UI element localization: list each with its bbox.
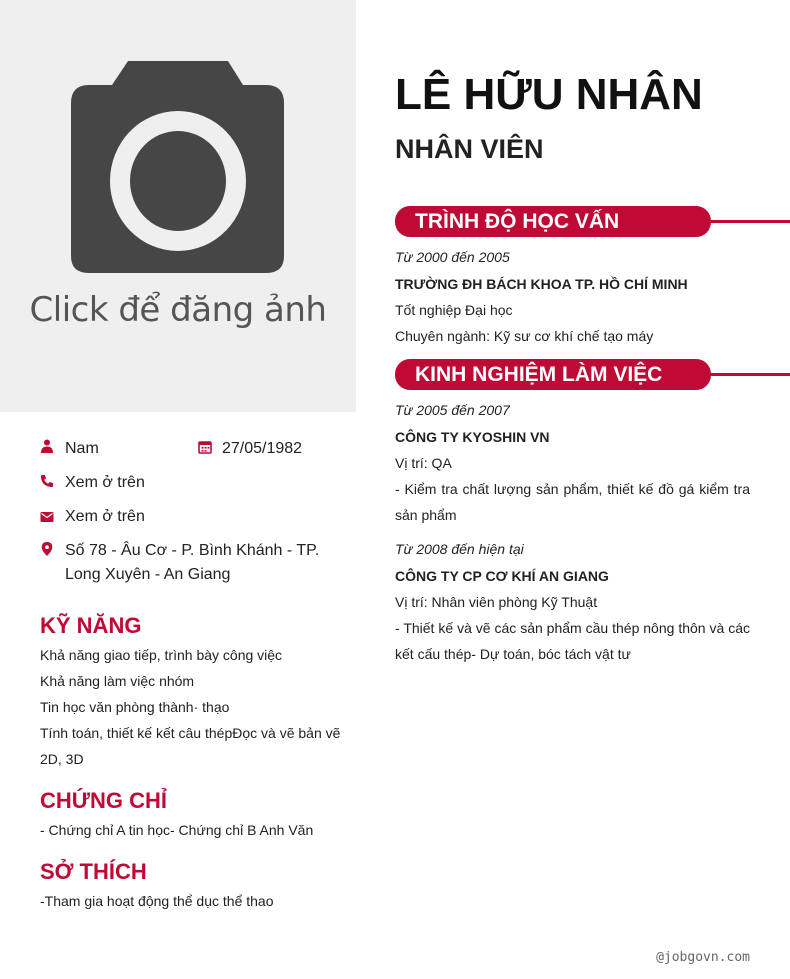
photo-upload-area[interactable] <box>0 0 356 412</box>
certificates-title: CHỨNG CHỈ <box>40 788 168 813</box>
calendar-icon <box>198 440 212 454</box>
skill-item: Tính toán, thiết kế kết câu thépĐọc và vẽ bản vẽ 2D, 3D <box>40 725 341 767</box>
experience-description: - Kiểm tra chất lượng sản phẩm, thiết kế đồ gá kiểm tra sản phẩm <box>395 481 750 523</box>
education-line: Tốt nghiệp Đại học <box>395 302 513 318</box>
experience-description: - Thiết kế và vẽ các sản phẩm cầu thép nông thôn và các kết cấu thép- Dự toán, bóc tách vật tư <box>395 620 750 662</box>
experience-date: Từ 2008 đến hiện tại <box>395 541 524 557</box>
hobbies-list <box>40 888 360 914</box>
experience-title: KINH NGHIỆM LÀM VIỆC <box>395 359 711 390</box>
watermark: @jobgovn.com <box>656 950 750 965</box>
experience-entry <box>395 541 750 667</box>
certificates-list <box>40 817 360 843</box>
email-value: Xem ở trên <box>65 508 145 525</box>
education-date: Từ 2000 đến 2005 <box>395 249 510 265</box>
skills-title: KỸ NĂNG <box>40 613 142 638</box>
skill-item: Tin học văn phòng thành· thạo <box>40 699 230 715</box>
birthday-value: 27/05/1982 <box>222 440 303 457</box>
photo-caption: Click để đăng ảnh <box>29 290 327 330</box>
experience-company: CÔNG TY CP CƠ KHÍ AN GIANG <box>395 568 609 584</box>
education-school: TRƯỜNG ĐH BÁCH KHOA TP. HỒ CHÍ MINH <box>395 276 688 292</box>
candidate-position: NHÂN VIÊN <box>395 134 544 164</box>
skill-item: Khả năng giao tiếp, trình bày công việc <box>40 647 283 663</box>
candidate-name: LÊ HỮU NHÂN <box>395 70 703 119</box>
phone-icon <box>40 474 54 488</box>
education-header <box>395 206 790 237</box>
address-value: Số 78 - Âu Cơ - P. Bình Khánh - TP. Long Xuyên - An Giang <box>65 542 320 583</box>
experience-role: Vị trí: Nhân viên phòng Kỹ Thuật <box>395 594 598 610</box>
camera-icon <box>71 61 285 275</box>
hobbies-title: SỞ THÍCH <box>40 859 147 884</box>
gender-value: Nam <box>65 440 99 457</box>
experience-date: Từ 2005 đến 2007 <box>395 402 510 418</box>
email-icon <box>40 510 54 524</box>
hobby-item: -Tham gia hoạt động thể dục thể thao <box>40 893 274 909</box>
location-pin-icon <box>40 542 54 556</box>
skills-list <box>40 642 360 772</box>
skill-item: Khả năng làm việc nhóm <box>40 673 195 689</box>
experience-role: Vị trí: QA <box>395 455 452 471</box>
person-icon <box>40 439 54 453</box>
experience-company: CÔNG TY KYOSHIN VN <box>395 429 550 445</box>
education-title: TRÌNH ĐỘ HỌC VẤN <box>395 206 711 237</box>
experience-entry <box>395 402 750 528</box>
experience-header <box>395 359 790 390</box>
certificate-item: - Chứng chỉ A tin học- Chứng chỉ B Anh Văn <box>40 822 314 838</box>
education-entry <box>395 249 750 349</box>
phone-value: Xem ở trên <box>65 474 145 491</box>
education-line: Chuyên ngành: Kỹ sư cơ khí chế tạo máy <box>395 328 654 344</box>
